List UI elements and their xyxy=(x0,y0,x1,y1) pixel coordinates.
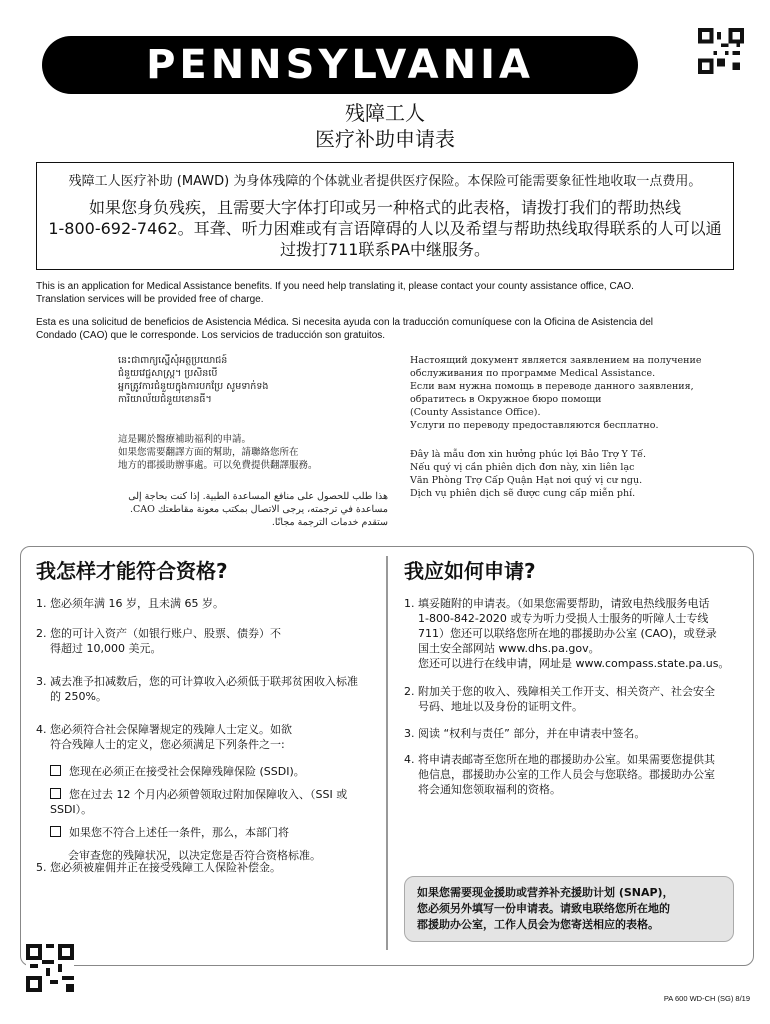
apply-item-1-line-4: 国土安全部网站 www.dhs.pa.gov。 xyxy=(418,642,600,655)
khmer-notice: នេះជាពាក្យស្នើសុំអត្ថប្រយោជន៍ ជំនួយវេជ្ជសាស្ត្រ។ ប្រសិនបើ អ្នកត្រូវការជំនួយក្នុងការបកប្រែ សូមទាក់ទង ការិយាល័យជំនួយខោនធី។ xyxy=(118,355,269,405)
form-number: PA 600 WD-CH (SG) 8/19 xyxy=(663,994,750,1003)
snap-line-3: 郡援助办公室，工作人员会为您寄送相应的表格。 xyxy=(417,918,659,931)
arabic-notice: هذا طلب للحصول على منافع المساعدة الطبية. إذا كنت بحاجة إلى مساعدة في ترجمته، يرجى الاتصال بمكتب معونة مقاطعتك CAO. ستقدم خدمات الترجمة مجانًا. xyxy=(128,491,388,528)
state-banner xyxy=(42,36,638,94)
qualify-item-1: 1. 您必须年满 16 岁，且未满 65 岁。 xyxy=(36,597,224,610)
info-help-line-2: 1-800-692-7462。耳聋、听力困难或有言语障碍的人以及希望与帮助热线取得联系的人可以通 xyxy=(48,219,722,238)
checklist-item-1 xyxy=(50,764,380,779)
qualify-item-2-line-1: 2. 您的可计入资产（如银行账户、股票、债券）不 xyxy=(36,627,281,640)
spanish-notice-line-1: Esta es una solicitud de beneficios de Asistencia Médica. Si necesita ayuda con la traducción comuníquese con la Oficina de Asistencia del xyxy=(36,317,654,328)
snap-line-1: 如果您需要现金援助或营养补充援助计划 (SNAP)， xyxy=(417,886,674,899)
title-line-2: 医疗补助申请表 xyxy=(315,127,455,151)
apply-item-1-line-3: 711）您还可以联络您所在地的郡援助办公室 (CAO)，或登录 xyxy=(418,627,717,640)
qualify-item-3 xyxy=(36,674,381,704)
checklist-item-3-line-2: 会审查您的残障状况，以决定您是否符合资格标准。 xyxy=(68,849,321,862)
qualify-item-2-line-2: 得超过 10,000 美元。 xyxy=(50,642,162,655)
column-divider xyxy=(386,556,388,950)
apply-item-4-line-2: 他信息，郡援助办公室的工作人员会与您联络。郡援助办公室 xyxy=(418,768,715,781)
traditional-chinese-notice: 這是關於醫療補助福利的申請。 如果您需要翻譯方面的幫助，請聯絡您所在 地方的郡援助辦事處。可以免費提供翻譯服務。 xyxy=(118,434,318,471)
english-notice-line-2: Translation services will be provided free of charge. xyxy=(36,294,264,305)
qualify-item-4-line-2: 符合残障人士的定义，您必须满足下列条件之一: xyxy=(50,738,285,751)
russian-notice: Настоящий документ является заявлением на получение обслуживания по программе Medical Assistance. Если вам нужна помощь в переводе данного заявления, обратитесь в Окружное бюро помощи (County Assistance Office). Услуги по переводу предоставляются бесплатно. xyxy=(410,355,702,431)
qualify-heading: 我怎样才能符合资格? xyxy=(36,559,228,583)
qr-code-icon xyxy=(698,28,744,74)
qr-code-icon xyxy=(26,944,74,992)
state-name: PENNSYLVANIA xyxy=(146,42,534,88)
checkbox-icon xyxy=(50,788,61,799)
snap-notice-box xyxy=(404,876,734,942)
info-intro: 残障工人医疗补助 (MAWD) 为身体残障的个体就业者提供医疗保险。本保险可能需要象征性地收取一点费用。 xyxy=(68,174,702,189)
apply-item-1 xyxy=(404,596,744,671)
info-help-line-1: 如果您身负残疾，且需要大字体打印或另一种格式的此表格，请拨打我们的帮助热线 xyxy=(88,198,681,217)
checkbox-icon xyxy=(50,765,61,776)
qualify-item-4 xyxy=(36,722,381,752)
english-notice-line-1: This is an application for Medical Assistance benefits. If you need help translating it, please contact your county assistance office, CAO. xyxy=(36,281,634,292)
qualify-item-2 xyxy=(36,626,381,656)
snap-line-2: 您必须另外填写一份申请表。请致电联络您所在地的 xyxy=(417,902,670,915)
checklist-item-2-text: 您在过去 12 个月内必须曾领取过附加保障收入、（SSI 或 SSDI）。 xyxy=(50,788,348,816)
apply-item-4 xyxy=(404,752,744,797)
apply-item-2-line-1: 2. 附加关于您的收入、残障相关工作开支、相关资产、社会安全 xyxy=(404,685,715,698)
apply-item-4-line-1: 4. 将申请表邮寄至您所在地的郡援助办公室。如果需要您提供其 xyxy=(404,753,715,766)
apply-item-1-line-2: 1-800-842-2020 或专为听力受损人士服务的听障人士专线 xyxy=(418,612,709,625)
apply-item-2 xyxy=(404,684,744,714)
apply-heading: 我应如何申请? xyxy=(404,559,536,583)
qualify-checklist xyxy=(50,764,380,863)
apply-item-4-line-3: 将会通知您领取福利的资格。 xyxy=(418,783,561,796)
qualify-item-3-line-2: 的 250%。 xyxy=(50,690,107,703)
checklist-item-2 xyxy=(50,787,380,817)
vietnamese-notice: Đây là mẫu đơn xin hưởng phúc lợi Bảo Trợ Y Tế. Nếu quý vị cần phiên dịch đơn này, xin liên lạc Văn Phòng Trợ Cấp Quận Hạt nơi quý vị cư ngụ. Dịch vụ phiên dịch sẽ được cung cấp miễn phí. xyxy=(410,449,647,499)
checklist-item-3-text: 如果您不符合上述任一条件，那么，本部门将 xyxy=(69,826,289,839)
qualify-item-4-line-1: 4. 您必须符合社会保障署规定的残障人士定义。如欲 xyxy=(36,723,292,736)
qualify-item-3-line-1: 3. 减去准予扣减数后，您的可计算收入必须低于联邦贫困收入标准 xyxy=(36,675,358,688)
info-help-line-3: 过拨打711联系PA中继服务。 xyxy=(279,240,491,259)
checkbox-icon xyxy=(50,826,61,837)
apply-item-1-line-5: 您还可以进行在线申请，网址是 www.compass.state.pa.us。 xyxy=(418,657,730,670)
info-box xyxy=(36,162,734,270)
checklist-item-3 xyxy=(50,825,380,840)
info-help-text xyxy=(47,197,723,260)
title-line-1: 残障工人 xyxy=(345,101,425,125)
apply-item-1-line-1: 1. 填妥随附的申请表。（如果您需要帮助，请致电热线服务电话 xyxy=(404,597,710,610)
spanish-notice-line-2: Condado (CAO) que le corresponde. Los servicios de traducción son gratuitos. xyxy=(36,330,386,341)
checklist-item-1-text: 您现在必须正在接受社会保障残障保险 (SSDI)。 xyxy=(69,765,305,778)
english-notice xyxy=(36,280,736,306)
qualify-item-5: 5. 您必须被雇佣并正在接受残障工人保险补偿金。 xyxy=(36,861,281,874)
spanish-notice xyxy=(36,316,736,342)
apply-item-2-line-2: 号码、地址以及身份的证明文件。 xyxy=(418,700,583,713)
apply-item-3: 3. 阅读 “权利与责任” 部分，并在申请表中签名。 xyxy=(404,727,646,740)
